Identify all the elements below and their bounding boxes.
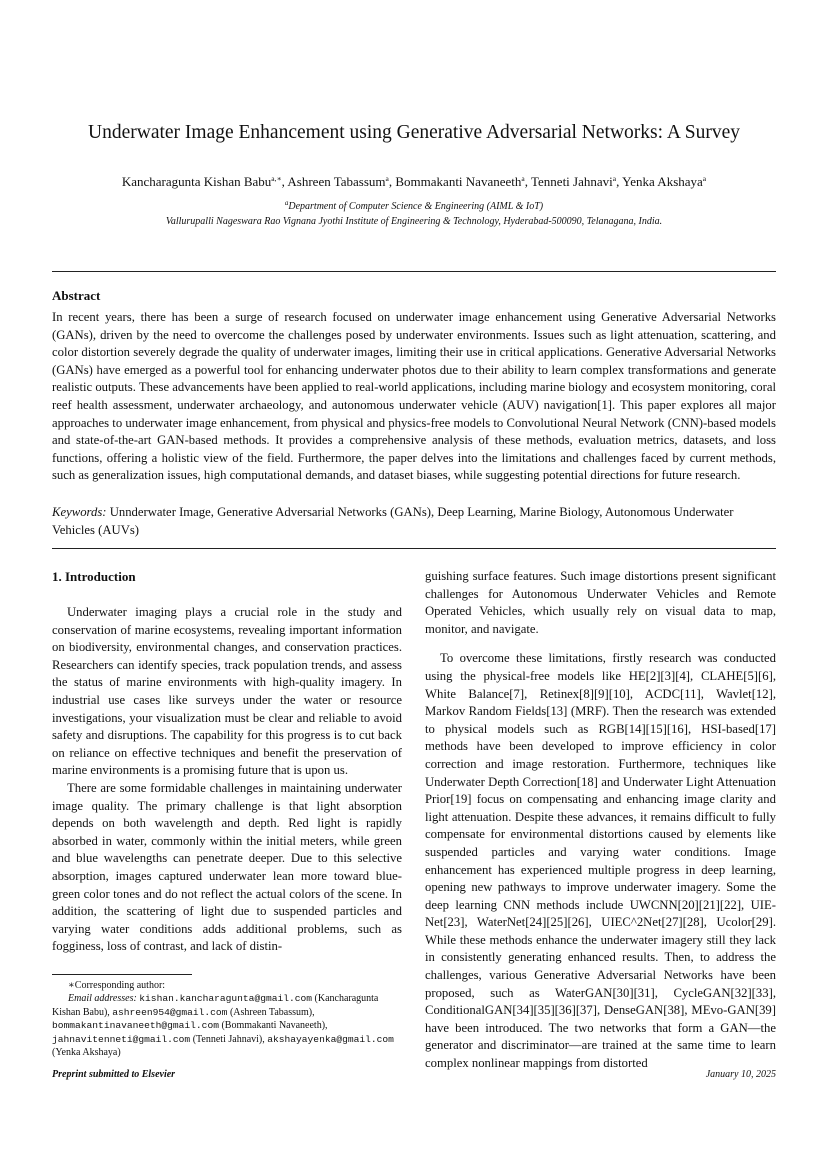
abstract-heading: Abstract xyxy=(52,288,101,303)
email-owner: (Ashreen Tabassum), xyxy=(229,1006,315,1018)
author-mark: a xyxy=(521,174,525,183)
affiliation-department: Department of Computer Science & Engineering (AIML & IoT) xyxy=(288,201,544,212)
email-address[interactable]: jahnavitenneti@gmail.com xyxy=(52,1033,191,1045)
affiliation-mark: a xyxy=(284,199,289,207)
author-mark: a,∗ xyxy=(271,174,282,183)
keywords-label: Keywords: xyxy=(52,505,107,519)
right-column xyxy=(425,568,776,1073)
author-name: Bommakanti Navaneeth xyxy=(395,174,522,189)
affiliation xyxy=(40,196,788,229)
author-name: Kancharagunta Kishan Babu xyxy=(121,174,272,189)
email-address[interactable]: bommakantinavaneeth@gmail.com xyxy=(52,1020,219,1032)
author-mark: a xyxy=(385,174,389,183)
abstract-divider xyxy=(52,548,776,549)
keywords xyxy=(52,504,776,539)
section-heading: 1. Introduction xyxy=(52,569,136,584)
left-column xyxy=(52,568,402,956)
email-address[interactable]: kishan.kancharagunta@gmail.com xyxy=(139,993,313,1005)
body-paragraph: Underwater imaging plays a crucial role in the study and conservation of marine ecosystems, revealing important information on biodiversity, environmental changes, and conservation practices. Researchers can identify species, track population trends, and assess the status of marine environments with high-quality imagery. In industrial use cases like surveys under the water or resource investigations, your visualization must be clear and reliable to avoid safety and disruptions. The capability for this progress is to cut back on reliance on effective techniques and benefit the preservation of marine environments is a promising future that is upon us. xyxy=(52,605,402,778)
paper-title: Underwater Image Enhancement using Generative Adversarial Networks: A Survey xyxy=(88,122,740,143)
author-name: Tenneti Jahnavi xyxy=(531,174,613,189)
date-note: January 10, 2025 xyxy=(705,1069,776,1080)
corresponding-author-note: ∗Corresponding author: xyxy=(68,980,166,991)
email-owner: (Yenka Akshaya) xyxy=(52,1047,121,1059)
abstract-text: In recent years, there has been a surge of research focused on underwater image enhancement using Generative Adversarial Networks (GANs), driven by the need to overcome the challenges posed by underwater environments. Issues such as light attenuation, scattering, and color distortion severely degrade the quality of underwater images, limiting their use in critical applications. Generative Adversarial Networks (GANs) have emerged as a powerful tool for enhancing underwater photos due to their ability to learn complex transformations and generate realistic outputs. These advancements have been applied to real-world applications, including marine biology and ecosystem monitoring, coral reef health assessment, underwater archaeology, and autonomous underwater vehicle (AUV) navigation[1]. This paper explores all major approaches to underwater image enhancement, from physical and physics-free models to Convolutional Neural Network (CNN)-based models and state-of-the-art GAN-based methods. It provides a comprehensive analysis of these methods, evaluation metrics, datasets, and loss functions, offering a holistic view of the field. Furthermore, the paper delves into the limitations and challenges faced by current methods, such as generalization issues, high computational demands, and dataset biases, while suggesting potential directions for future research. xyxy=(52,310,776,483)
email-owner: (Tenneti Jahnavi), xyxy=(192,1033,265,1045)
author-name: Ashreen Tabassum xyxy=(287,174,386,189)
top-divider xyxy=(52,271,776,272)
preprint-note: Preprint submitted to Elsevier xyxy=(52,1069,176,1080)
footnote-divider xyxy=(52,974,192,975)
email-address[interactable]: ashreen954@gmail.com xyxy=(112,1006,228,1018)
body-paragraph: There are some formidable challenges in maintaining underwater image quality. The primary challenge is that light absorption depends on both wavelength and depth. Red light is rapidly absorbed in water, commonly within the initial meters, while green and blue wavelengths can penetrate deeper. Due to this selective absorption, images captured underwater lean more toward blue-green color tones and do not reflect the actual colors of the scene. In addition, the scattering of light due to suspended particles and varying water conditions adds additional problems, such as fogginess, loss of contrast, and lack of distin- xyxy=(52,780,402,954)
author-list: Kancharagunta Kishan Babu$^{a,∗}$, Ashreen Tabassum$^a$, Bommakanti Navaneeth$^a$, Tenneti Jahnavi$^a$, Yenka Akshaya$^a$ xyxy=(121,174,707,189)
author-mark: a xyxy=(702,174,707,183)
email-owner: (Kancharagunta Kishan Babu), xyxy=(52,993,379,1018)
footnote xyxy=(52,979,402,1059)
author-mark: a xyxy=(612,174,617,183)
affiliation-institute: Vallurupalli Nageswara Rao Vignana Jyothi Institute of Engineering & Technology, Hyderabad-500090, Telanagana, India. xyxy=(165,215,663,227)
keywords-text: Unnderwater Image, Generative Adversarial Networks (GANs), Deep Learning, Marine Biology, Autonomous Underwater Vehicles (AUVs) xyxy=(52,505,734,537)
body-paragraph: guishing surface features. Such image distortions present significant challenges for Autonomous Underwater Vehicles and Remote Operated Vehicles, which usually rely on visual data to map, monitor, and navigate. xyxy=(425,569,776,636)
body-paragraph: To overcome these limitations, firstly research was conducted using the physical-free models like HE[2][3][4], CLAHE[5][6], White Balance[7], Retinex[8][9][10], ACDC[11], Wavlet[12], Markov Random Fields[13] (MRF). Then the research was extended to physical models such as RGB[14][15][16], HSI-based[17] methods have been developed to improve efficiency in color correction and image restoration. Furthermore, techniques like Underwater Depth Correction[18] and Underwater Light Attenuation Prior[19] focus on compensating and enhancing image clarity and light attenuation. Despite these advances, it remains difficult to fully compensate for environmental distortions caused by elements like suspended particles and varying water conditions. Image enhancement has experienced multiple progress in deep learning, opening new pathways to improve underwater imagery. Some the deep learning CNN methods include UWCNN[20][21][22], UIE-Net[23], WaterNet[24][25][26], UIEC^2Net[27][28], Ucolor[29]. While these methods enhance the underwater imagery still they lack in consistently generating enhanced results. Then, to address the challenges, various Generative Adversarial Networks have been proposed, such as WaterGAN[30][31], CycleGAN[32][33], ConditionalGAN[34][35][36][37], DenseGAN[38], MEvo-GAN[39] have been introduced. The two networks that form a GAN—the generator and discriminator—are trained at the same time to learn complex nonlinear mappings from distorted xyxy=(425,651,776,1071)
author-name: Yenka Akshaya xyxy=(622,174,703,189)
email-label: Email addresses: xyxy=(68,993,137,1005)
email-owner: (Bommakanti Navaneeth), xyxy=(221,1020,328,1032)
email-address[interactable]: akshayayenka@gmail.com xyxy=(267,1033,394,1045)
